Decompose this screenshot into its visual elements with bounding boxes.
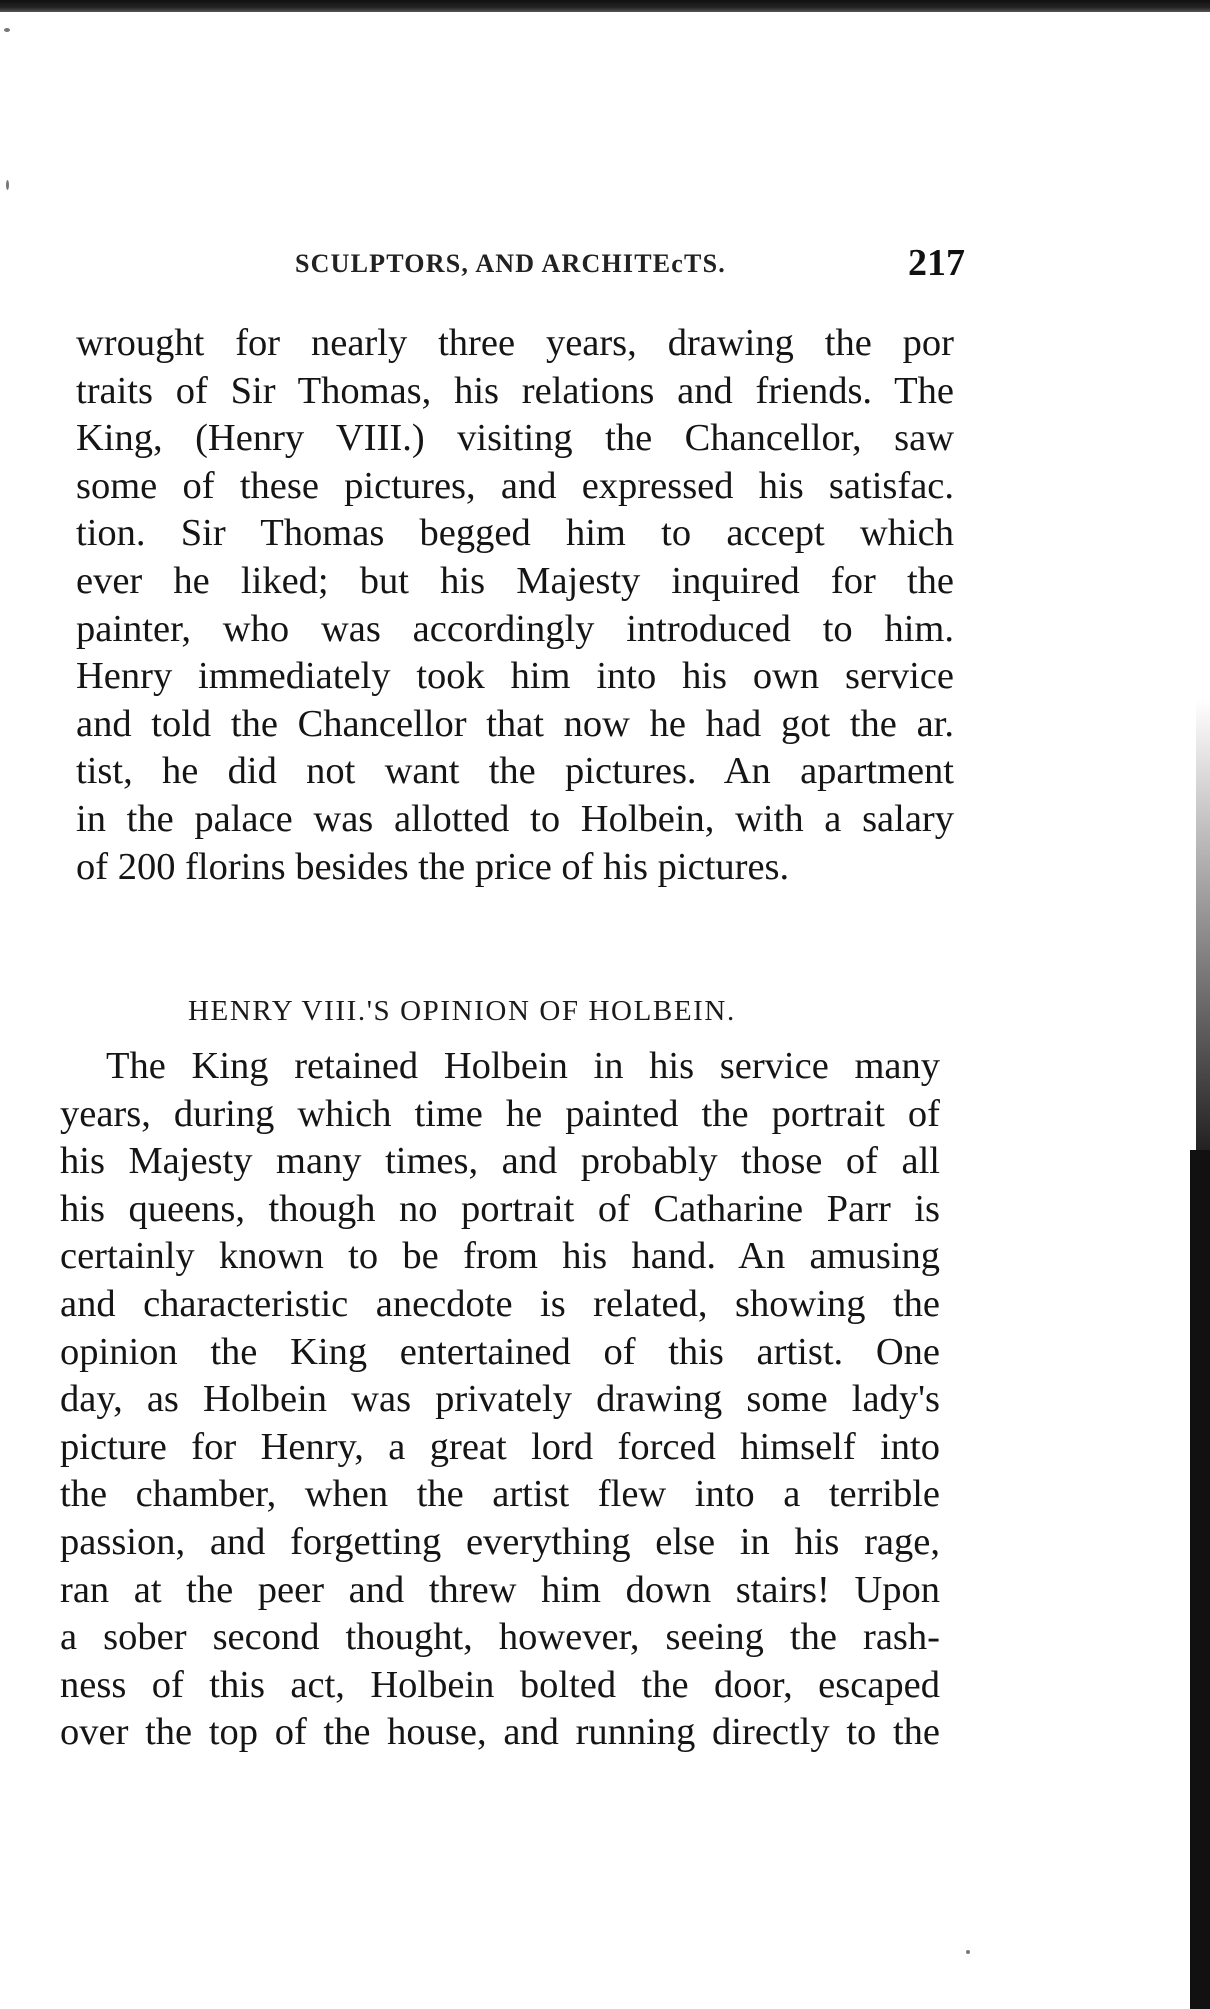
text-line: ness of this act, Holbein bolted the door, escaped <box>60 1663 940 1706</box>
text-line: King, (Henry VIII.) visiting the Chancellor, saw <box>76 417 954 460</box>
scan-speck <box>966 1950 970 1954</box>
text-line: The King retained Holbein in his service many <box>106 1045 940 1087</box>
text-line: ever he liked; but his Majesty inquired for the <box>76 559 954 602</box>
scan-speck <box>4 28 10 32</box>
text-line: a sober second thought, however, seeing the rash- <box>60 1616 940 1659</box>
paragraph-continued <box>76 320 954 891</box>
text-line: some of these pictures, and expressed his satisfac. <box>76 464 954 507</box>
text-line: years, during which time he painted the portrait of <box>60 1092 940 1135</box>
page-header <box>295 242 965 295</box>
text-line: passion, and forgetting everything else in his rage, <box>60 1520 940 1563</box>
running-head: SCULPTORS, AND ARCHITEcTS. <box>295 249 726 278</box>
text-line: ran at the peer and threw him down stairs! Upon <box>60 1568 940 1611</box>
text-line: certainly known to be from his hand. An amusing <box>60 1235 940 1278</box>
text-line: wrought for nearly three years, drawing the por <box>76 322 954 364</box>
text-line: tist, he did not want the pictures. An apartment <box>76 750 954 793</box>
text-line: his Majesty many times, and probably those of all <box>60 1140 940 1183</box>
text-line: painter, who was accordingly introduced to him. <box>76 607 954 650</box>
scan-right-edge-shadow <box>1196 700 1210 1150</box>
text-line: over the top of the house, and running directly to the <box>60 1711 940 1754</box>
section-paragraph <box>60 1043 940 1757</box>
section-heading: HENRY VIII.'S OPINION OF HOLBEIN. <box>188 995 736 1027</box>
text-line: tion. Sir Thomas begged him to accept which <box>76 512 954 555</box>
text-line: in the palace was allotted to Holbein, with a salary <box>76 797 954 840</box>
text-line: and characteristic anecdote is related, showing the <box>60 1282 940 1325</box>
scan-speck <box>6 180 9 190</box>
scan-top-edge <box>0 0 1210 12</box>
page-number: 217 <box>908 242 965 284</box>
text-line: day, as Holbein was privately drawing some lady's <box>60 1378 940 1421</box>
text-line: picture for Henry, a great lord forced himself into <box>60 1425 940 1468</box>
text-line: Henry immediately took him into his own service <box>76 655 954 698</box>
text-line: his queens, though no portrait of Catharine Parr is <box>60 1187 940 1230</box>
text-line: of 200 florins besides the price of his pictures. <box>76 845 790 888</box>
text-line: and told the Chancellor that now he had got the ar. <box>76 702 954 745</box>
text-line: traits of Sir Thomas, his relations and friends. The <box>76 369 954 412</box>
text-line: the chamber, when the artist flew into a terrible <box>60 1473 940 1516</box>
text-line: opinion the King entertained of this artist. One <box>60 1330 940 1373</box>
scan-right-edge <box>1190 1150 1210 2009</box>
